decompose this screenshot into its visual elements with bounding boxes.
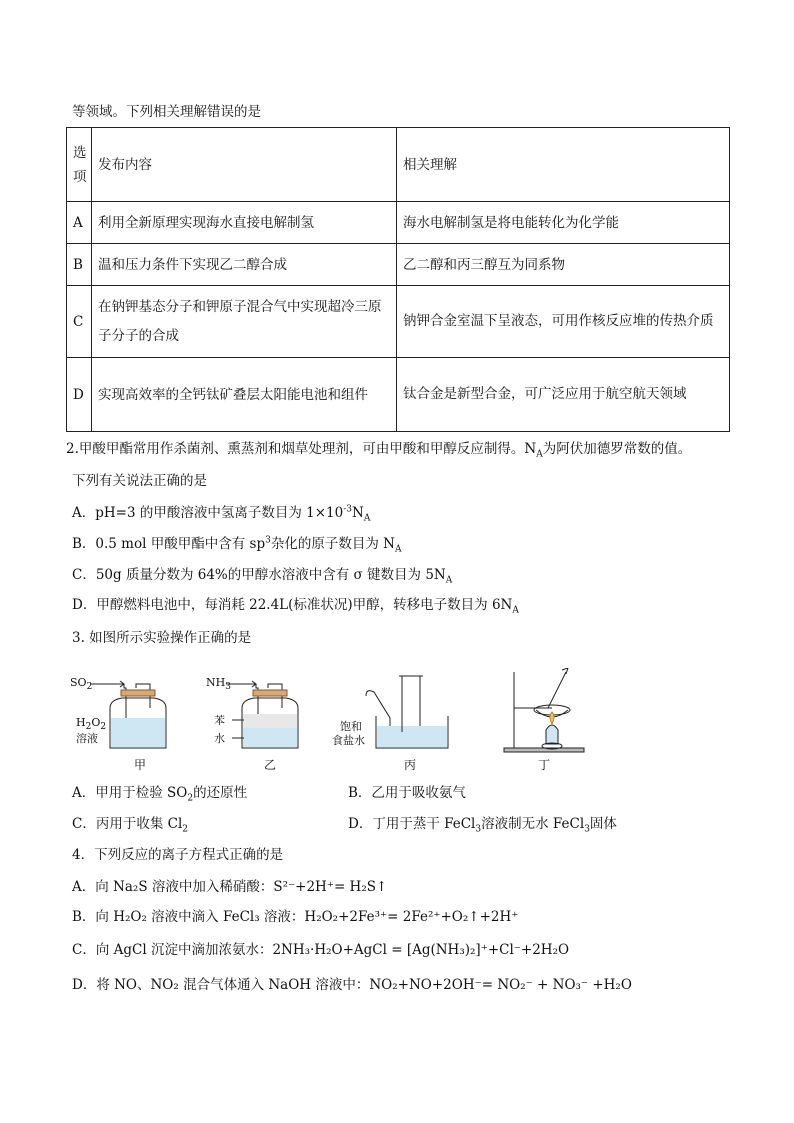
- fig-jia-gas-label: $SO_2$: [70, 676, 93, 693]
- gas-collection-setup-bing: [366, 676, 448, 748]
- fig-yi-caption: 乙: [264, 758, 277, 772]
- q4-option-b: B．向 H₂O₂ 溶液中滴入 FeCl₃ 溶液：H₂O₂+2Fe³⁺= 2Fe²⁺+O₂↑+2H⁺: [72, 909, 519, 925]
- row-c-content: 在钠钾基态分子和钾原子混合气中实现超冷三原子分子的合成: [92, 286, 397, 358]
- gas-washing-bottle-yi: [226, 681, 298, 748]
- q3-option-c: C．丙用于收集 $Cl_2$: [72, 816, 189, 835]
- q4-option-c: C．向 AgCl 沉淀中滴加浓氨水：2NH₃·H₂O+AgCl = [Ag(NH₃)₂]⁺+Cl⁻+2H₂O: [72, 942, 570, 958]
- q2-stem-line1: 2.甲酸甲酯常用作杀菌剂、熏蒸剂和烟草处理剂，可由甲酸和甲醇反应制得。$N_A$为阿伏加德罗常数的值。: [66, 441, 692, 460]
- fig-bing-label-1: 饱和: [340, 720, 362, 733]
- table-row: [67, 358, 730, 432]
- q3-option-d: D．丁用于蒸干 FeCl$_3$溶液制无水 FeCl$_3$固体: [348, 816, 617, 835]
- q4-option-d: D．将 NO、NO₂ 混合气体通入 NaOH 溶液中：NO₂+NO+2OH⁻= NO₂⁻ + NO₃⁻ +H₂O: [72, 977, 632, 993]
- q2-option-c: C．50g 质量分数为 64%的甲醇水溶液中含有 σ 键数目为 $5N_A$: [72, 567, 453, 586]
- fig-jia-caption: 甲: [134, 758, 147, 772]
- row-b-understanding: 乙二醇和丙三醇互为同系物: [397, 244, 730, 286]
- q3-option-a: A．甲用于检验 $SO_2$的还原性: [72, 785, 248, 804]
- row-c-understanding: 钠钾合金室温下呈液态，可用作核反应堆的传热介质: [397, 286, 730, 358]
- row-b-content: 温和压力条件下实现乙二醇合成: [92, 244, 397, 286]
- q3-apparatus-figures: [66, 668, 606, 780]
- table-row: [67, 286, 730, 358]
- header-content: 发布内容: [92, 128, 397, 202]
- table-header-row: [67, 128, 730, 202]
- row-a-content: 利用全新原理实现海水直接电解制氢: [92, 202, 397, 244]
- row-d-content: 实现高效率的全钙钛矿叠层太阳能电池和组件: [92, 358, 397, 432]
- header-option: 选项: [73, 144, 87, 185]
- q2-option-a: A．pH=3 的甲酸溶液中氢离子数目为 $1\times 10^{-3}N_A$: [72, 504, 371, 524]
- fig-yi-benzene-label: 苯: [214, 714, 225, 727]
- header-understanding: 相关理解: [397, 128, 730, 202]
- fig-bing-label-2: 食盐水: [332, 734, 365, 747]
- q4-option-a: A．向 Na₂S 溶液中加入稀硝酸：S²⁻+2H⁺= H₂S↑: [72, 879, 388, 895]
- q4-stem: 4．下列反应的离子方程式正确的是: [72, 847, 284, 863]
- fig-yi-gas-label: $NH_3$: [206, 676, 231, 693]
- fig-ding-caption: 丁: [538, 758, 551, 772]
- q3-stem: 3. 如图所示实验操作正确的是: [72, 630, 252, 646]
- row-d-option: D: [67, 358, 92, 432]
- gas-washing-bottle-jia: [90, 681, 166, 748]
- fig-jia-solution-label: 溶液: [76, 732, 98, 745]
- evaporation-setup-ding: [504, 668, 584, 752]
- row-b-option: B: [67, 244, 92, 286]
- row-d-understanding: 钛合金是新型合金，可广泛应用于航空航天领域: [397, 358, 730, 432]
- q2-stem-line2: 下列有关说法正确的是: [72, 473, 207, 489]
- q3-option-b: B．乙用于吸收氨气: [348, 785, 466, 801]
- row-c-option: C: [67, 286, 92, 358]
- fig-yi-water-label: 水: [214, 732, 225, 745]
- fig-bing-caption: 丙: [404, 758, 417, 772]
- q1-intro: 等领域。下列相关理解错误的是: [72, 104, 261, 120]
- table-row: [67, 202, 730, 244]
- row-a-understanding: 海水电解制氢是将电能转化为化学能: [397, 202, 730, 244]
- row-a-option: A: [67, 202, 92, 244]
- q2-option-b: B．0.5 mol 甲酸甲酯中含有 $sp^3$杂化的原子数目为 $N_A$: [72, 535, 402, 555]
- q2-option-d: D．甲醇燃料电池中，每消耗 22.4L(标准状况)甲醇，转移电子数目为 $6N_A$: [72, 597, 519, 616]
- fig-jia-reagent-label: $H_2O_2$: [76, 716, 107, 733]
- table-row: [67, 244, 730, 286]
- q1-table: [66, 127, 730, 432]
